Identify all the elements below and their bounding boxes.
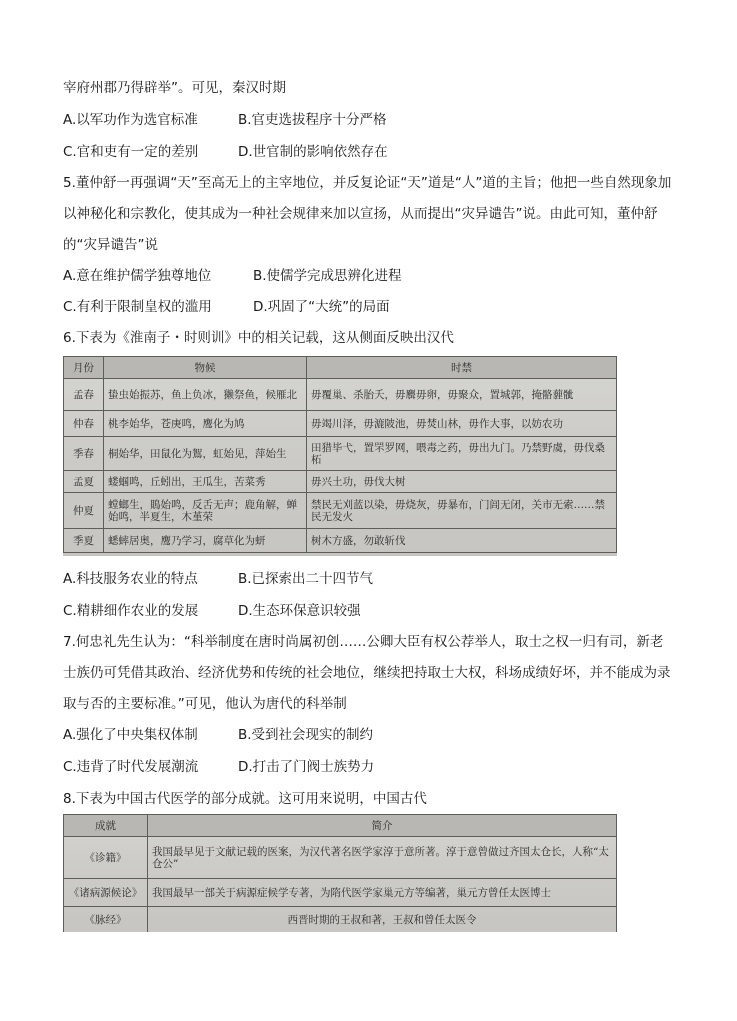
q6-cell: 孟夏 [64, 471, 104, 493]
q6-cell: 田猎毕弋，置罘罗网，喂毒之药，毋出九门。乃禁野虞，毋伐桑柘 [307, 437, 617, 471]
q5-option-a: A.意在维护儒学独尊地位 [63, 268, 212, 284]
q4-option-a: A.以军功作为选官标准 [63, 112, 198, 128]
q8-cell: 我国最早一部关于病源症候学专著，为隋代医学家巢元方等编著，巢元方曾任太医博士 [148, 879, 617, 907]
q8-table-photo [63, 814, 617, 932]
q8-cell: 《诊籍》 [64, 837, 148, 879]
q8-table [63, 814, 617, 932]
q6-cell: 螳螂生，鵙始鸣，反舌无声；鹿角解，蝉始鸣，半夏生，木堇荣 [104, 493, 307, 529]
q6-cell: 仲夏 [64, 493, 104, 529]
q8-cell: 西晋时期的王叔和著，王叔和曾任太医令 [148, 907, 617, 933]
q6-cell: 毋竭川泽，毋漉陂池，毋焚山林，毋作大事，以妨农功 [307, 411, 617, 437]
q6-option-a: A.科技服务农业的特点 [63, 571, 198, 587]
q7-option-d: D.打击了门阀士族势力 [238, 759, 375, 775]
q8-header-achievement: 成就 [64, 815, 148, 837]
q6-option-c: C.精耕细作农业的发展 [63, 603, 199, 619]
q7-stem: 7.何忠礼先生认为：“科举制度在唐时尚属初创……公卿大臣有权公荐举人，取士之权一归有司，新老士族仍可凭借其政治、经济优势和传统的社会地位，继续把持取士大权，科场成绩好坏，并不能成为录取与否的主要标准。”可见，他认为唐代的科举制 [63, 634, 671, 712]
q7-option-b: B.受到社会现实的制约 [238, 727, 374, 743]
q4-option-c: C.官和吏有一定的差别 [63, 144, 199, 160]
q6-cell: 蛰虫始振苏，鱼上负冰，獭祭鱼，候雁北 [104, 379, 307, 411]
q6-header-prohibition: 时禁 [307, 357, 617, 379]
q6-cell: 孟春 [64, 379, 104, 411]
q6-cell: 树木方盛，勿敢斩伐 [307, 529, 617, 553]
q6-cell: 季春 [64, 437, 104, 471]
q6-cell: 季夏 [64, 529, 104, 553]
q4-option-d: D.世官制的影响依然存在 [238, 144, 388, 160]
table-row [64, 879, 617, 907]
table-row [64, 379, 617, 411]
q6-stem: 6.下表为《淮南子・时则训》中的相关记载，这从侧面反映出汉代 [63, 330, 454, 346]
q6-cell: 毋覆巢、杀胎夭，毋麛毋卵，毋聚众，置城郭，掩骼薶骴 [307, 379, 617, 411]
q6-cell: 桐始华，田鼠化为鴽，虹始见，萍始生 [104, 437, 307, 471]
table-row [64, 411, 617, 437]
q7-option-c: C.违背了时代发展潮流 [63, 759, 199, 775]
lead-line: 宰府州郡乃得辟举”。可见，秦汉时期 [63, 80, 286, 96]
q6-table-photo [63, 356, 617, 556]
q7-option-a: A.强化了中央集权体制 [63, 727, 198, 743]
q8-cell: 我国最早见于文献记载的医案，为汉代著名医学家淳于意所著。淳于意曾做过齐国太仓长，人称“太仓公” [148, 837, 617, 879]
q8-header-intro: 简介 [148, 815, 617, 837]
q6-table [63, 356, 617, 553]
q6-header-month: 月份 [64, 357, 104, 379]
q6-cell: 毋兴土功，毋伐大树 [307, 471, 617, 493]
q5-option-d: D.巩固了“大统”的局面 [253, 299, 390, 315]
table-row [64, 437, 617, 471]
q4-option-b: B.官吏选拔程序十分严格 [238, 112, 387, 128]
q8-stem: 8.下表为中国古代医学的部分成就。这可用来说明，中国古代 [63, 791, 427, 807]
table-row [64, 907, 617, 933]
q6-cell: 禁民无刈蓝以染，毋烧灰，毋暴布，门闾无闭，关市无索……禁民无发火 [307, 493, 617, 529]
table-row [64, 493, 617, 529]
q6-cell: 蟋蟀居奥，鹰乃学习，腐草化为蚈 [104, 529, 307, 553]
q5-option-b: B.使儒学完成思辨化进程 [253, 268, 402, 284]
table-row [64, 529, 617, 553]
table-row [64, 471, 617, 493]
table-row [64, 837, 617, 879]
q6-cell: 桃李始华，苍庚鸣，鹰化为鸠 [104, 411, 307, 437]
q6-cell: 蝼蝈鸣，丘蚓出，王瓜生，苦菜秀 [104, 471, 307, 493]
q8-cell: 《脉经》 [64, 907, 148, 933]
q6-option-d: D.生态环保意识较强 [238, 603, 361, 619]
q5-option-c: C.有利于限制皇权的滥用 [63, 299, 212, 315]
q6-header-phenology: 物候 [104, 357, 307, 379]
q6-option-b: B.已探索出二十四节气 [238, 571, 374, 587]
q6-cell: 仲春 [64, 411, 104, 437]
q8-cell: 《诸病源候论》 [64, 879, 148, 907]
q5-stem: 5.董仲舒一再强调“天”至高无上的主宰地位，并反复论证“天”道是“人”道的主旨；他把一些自然现象加以神秘化和宗教化，使其成为一种社会规律来加以宣扬，从而提出“灾异谴告”说。由此可知，董仲舒的“灾异谴告”说 [63, 175, 672, 253]
